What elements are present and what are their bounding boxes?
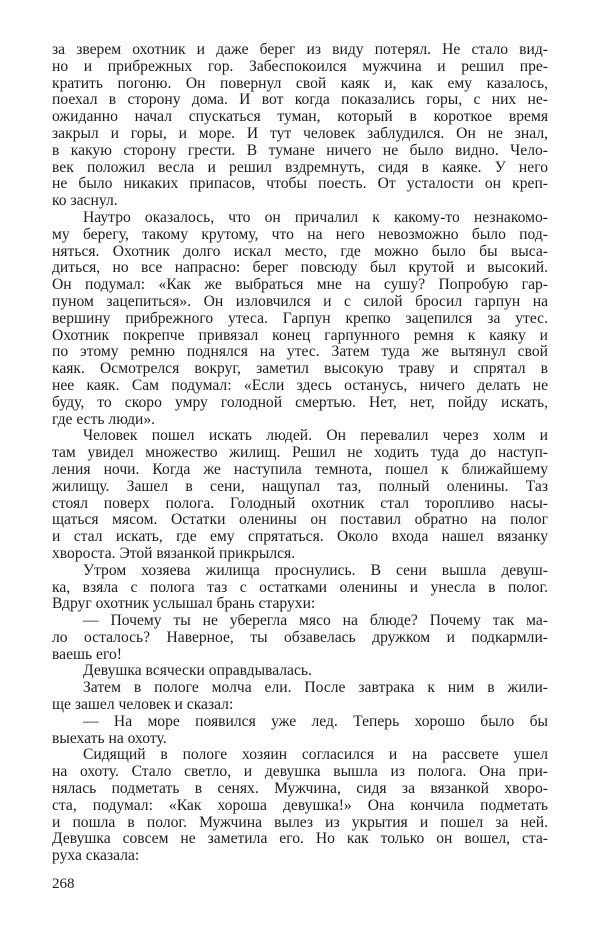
text-line: ко заснул. [52,193,118,210]
text-line: Сидящий в пологе хозяин согласился и на рассвете ушел [83,747,548,764]
text-line: где есть люди». [52,411,156,428]
text-line: Девушка всячески оправдывалась. [83,663,312,680]
text-line: ще зашел человек и сказал: [52,697,234,714]
text-line: Девушка совсем не заметила его. Но как только он вошел, ста- [52,831,548,848]
text-line: и пошла в полог. Мужчина вылез из укрытия и пошел за ней. [52,814,548,831]
text-line: там увидел множество жилищ. Решил не ходить туда до наступ- [52,445,548,462]
text-line: хвороста. Этой вязанкой прикрылся. [52,545,296,562]
text-line: ваешь его! [52,646,122,663]
text-line: Утром хозяева жилища проснулись. В сени вышла девуш- [83,562,548,579]
text-line: выехать на охоту. [52,730,167,747]
text-line: по этому ремню поднялся на утес. Затем туда же вытянул свой [52,344,548,361]
text-line: и стал искать, где ему спрятаться. Около входа нашел вязанку [52,529,548,546]
text-line: каяк. Осмотрелся вокруг, заметил высокую траву и спрятал в [52,361,548,378]
text-line: жилищу. Зашел в сени, нащупал таз, полный оленины. Таз [52,478,548,495]
text-line: — На море появился уже лед. Теперь хорошо было бы [83,713,548,730]
text-line: кратить погоню. Он повернул свой каяк и, как ему казалось, [52,75,548,92]
text-line: Наутро оказалось, что он причалил к какому-то незнакомо- [83,209,548,226]
text-line: но и прибрежных гор. Забеспокоился мужчина и решил пре- [52,58,548,75]
body-text [52,42,548,865]
text-line: Вдруг охотник услышал брань старухи: [52,596,316,613]
text-line: нялась подметать в сенях. Мужчина, сидя за вязанкой хворо- [52,781,548,798]
text-line: век положил весла и решил вздремнуть, сидя в каяке. У него [52,159,548,176]
text-line: — Почему ты не уберегла мясо на блюде? Почему так ма- [83,613,548,630]
text-line: Он подумал: «Как же выбраться мне на сушу? Попробую гар- [52,277,548,294]
text-line: ста, подумал: «Как хороша девушка!» Она кончила подметать [52,797,548,814]
page-number: 268 [52,876,75,892]
text-line: диться, но все напрасно: берег повсюду был крутой и высокий. [52,260,548,277]
text-line: не было никаких припасов, чтобы поесть. От усталости он креп- [52,176,548,193]
text-line: Затем в пологе молча ели. После завтрака к ним в жили- [83,680,548,697]
text-line: ло осталось? Наверное, ты обзавелась дружком и подкармли- [52,629,548,646]
text-line: за зверем охотник и даже берег из виду потерял. Не стало вид- [52,42,548,58]
text-line: нее каяк. Сам подумал: «Если здесь останусь, ничего делать не [52,377,548,394]
text-line: поехал в сторону дома. И вот когда показались горы, с них не- [52,92,548,109]
text-line: ления ночи. Когда же наступила темнота, пошел к ближайшему [52,461,548,478]
text-line: няться. Охотник долго искал место, где можно было бы выса- [52,243,548,260]
text-line: Человек пошел искать людей. Он перевалил через холм и [83,428,548,445]
text-line: Охотник покрепче привязал конец гарпунного ремня к каяку и [52,327,548,344]
text-line: в какую сторону грести. В тумане ничего не было видно. Чело- [52,142,548,159]
text-line: закрыл и горы, и море. И тут человек заблудился. Он не знал, [52,125,548,142]
text-line: ожиданно начал спускаться туман, который в короткое время [52,109,548,126]
text-line: вершину прибрежного утеса. Гарпун крепко зацепился за утес. [52,310,548,327]
text-line: руха сказала: [52,848,140,865]
text-line: стоял поверх полога. Голодный охотник стал торопливо насы- [52,495,548,512]
text-line: буду, то скоро умру голодной смертью. Нет, нет, пойду искать, [52,394,548,411]
text-line: ка, взяла с полога таз с остатками оленины и унесла в полог. [52,579,548,596]
text-line: пуном зацепиться». Он изловчился и с силой бросил гарпун на [52,293,548,310]
text-line: му берегу, такому крутому, что на него невозможно было под- [52,226,548,243]
text-line: на охоту. Стало светло, и девушка вышла из полога. Она при- [52,764,548,781]
text-line: щаться мясом. Остатки оленины он поставил обратно на полог [52,512,548,529]
